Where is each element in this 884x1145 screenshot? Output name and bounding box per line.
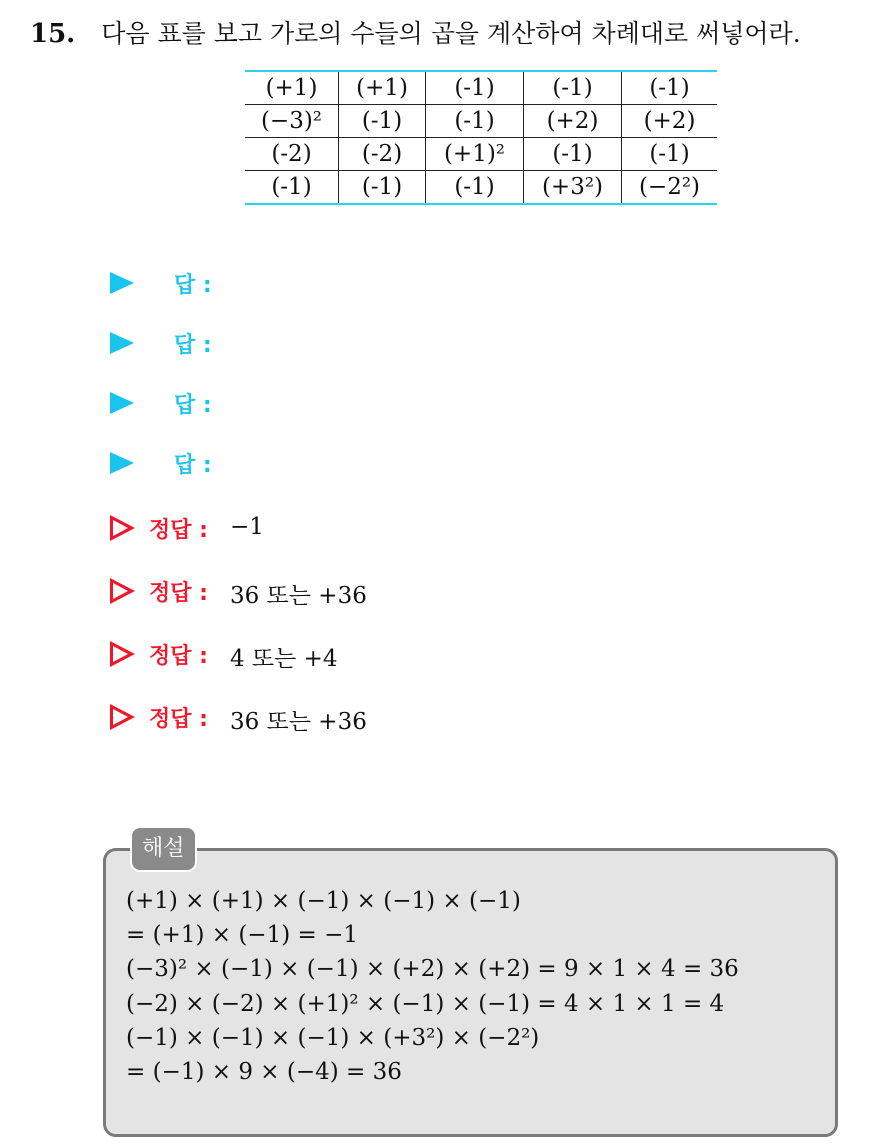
- play-arrow-icon: [110, 452, 134, 474]
- explanation-line: = (−1) × 9 × (−4) = 36: [126, 1059, 402, 1086]
- table-cell: (-1): [245, 171, 339, 205]
- explanation-content: [126, 884, 739, 1089]
- table-row: [245, 71, 717, 105]
- answer-label: 답 :: [174, 273, 212, 298]
- correct-answer-row: [110, 702, 367, 765]
- table-cell: (−2²): [622, 171, 718, 205]
- answer-blank-1[interactable]: [110, 268, 212, 328]
- correct-answer-value: 4 또는 +4: [229, 646, 338, 672]
- answer-label: 답 :: [174, 453, 212, 478]
- table-cell: (-2): [245, 138, 339, 171]
- correct-answer-value: 36 또는 +36: [229, 583, 367, 609]
- outline-triangle-icon: [110, 704, 135, 730]
- explanation-tag: 해설: [130, 826, 197, 872]
- answer-blanks: [110, 268, 212, 508]
- play-arrow-icon: [110, 392, 134, 414]
- table-row: [245, 105, 717, 138]
- question-text: 다음 표를 보고 가로의 수들의 곱을 계산하여 차례대로 써넣어라.: [101, 19, 801, 48]
- explanation-line: (+1) × (+1) × (−1) × (−1) × (−1): [126, 888, 521, 914]
- table-cell: (-1): [524, 71, 622, 105]
- table-cell: (-1): [426, 105, 524, 138]
- table-cell: (+2): [524, 105, 622, 138]
- outline-triangle-icon: [110, 641, 135, 667]
- correct-answer-value: −1: [229, 514, 264, 540]
- table-row: [245, 138, 717, 171]
- answer-label: 답 :: [174, 333, 212, 358]
- answer-blank-4[interactable]: [110, 448, 212, 508]
- table-cell: (-1): [339, 171, 426, 205]
- answer-label: 답 :: [174, 393, 212, 418]
- correct-answer-label: 정답 :: [149, 707, 208, 732]
- correct-answer-row: [110, 576, 367, 639]
- outline-triangle-icon: [110, 515, 135, 541]
- correct-answer-row: [110, 639, 367, 702]
- question: [30, 14, 801, 50]
- table-cell: (-1): [426, 171, 524, 205]
- table-cell: (-1): [622, 138, 718, 171]
- table-row: [245, 171, 717, 205]
- table-cell: (+1)²: [426, 138, 524, 171]
- outline-triangle-icon: [110, 578, 135, 604]
- explanation-line: = (+1) × (−1) = −1: [126, 922, 358, 949]
- question-number: 15.: [30, 19, 76, 49]
- table-cell: (-1): [622, 71, 718, 105]
- answer-blank-3[interactable]: [110, 388, 212, 448]
- table-cell: (+3²): [524, 171, 622, 205]
- explanation-line: (−1) × (−1) × (−1) × (+3²) × (−2²): [126, 1024, 540, 1051]
- table-cell: (−3)²: [245, 105, 339, 138]
- correct-answer-label: 정답 :: [149, 644, 208, 669]
- table-cell: (-1): [339, 105, 426, 138]
- correct-answer-label: 정답 :: [149, 581, 208, 606]
- explanation-line: (−2) × (−2) × (+1)² × (−1) × (−1) = 4 × 1 × 1 = 4: [126, 990, 725, 1017]
- number-table: [245, 70, 717, 205]
- table-cell: (-2): [339, 138, 426, 171]
- table-cell: (+1): [339, 71, 426, 105]
- table-cell: (+1): [245, 71, 339, 105]
- correct-answers: [110, 513, 367, 765]
- explanation-line: (−3)² × (−1) × (−1) × (+2) × (+2) = 9 × 1 × 4 = 36: [126, 956, 739, 983]
- correct-answer-value: 36 또는 +36: [229, 709, 367, 735]
- table-cell: (-1): [426, 71, 524, 105]
- correct-answer-label: 정답 :: [149, 518, 208, 543]
- play-arrow-icon: [110, 332, 134, 354]
- table-cell: (+2): [622, 105, 718, 138]
- table-cell: (-1): [524, 138, 622, 171]
- answer-blank-2[interactable]: [110, 328, 212, 388]
- play-arrow-icon: [110, 272, 134, 294]
- correct-answer-row: [110, 513, 367, 576]
